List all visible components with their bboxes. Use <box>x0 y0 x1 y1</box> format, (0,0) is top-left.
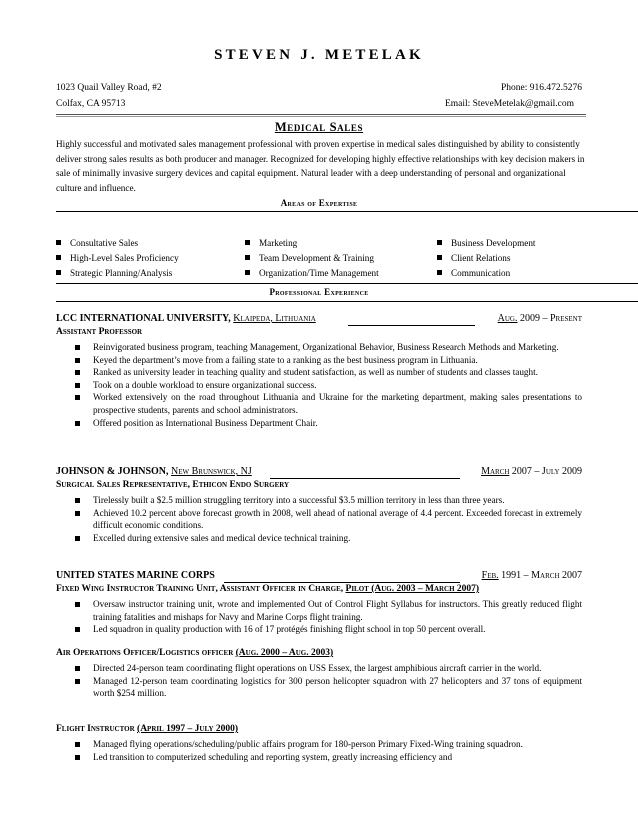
list-item: Managed 12-person team coordinating logistics for 300 person helicopter squadron with 27 helicopters and 37 tons of equipment worth $254 million. <box>56 675 582 700</box>
bullet-icon <box>437 240 442 245</box>
target-title: Medical Sales <box>274 120 364 134</box>
job-rule <box>224 582 460 583</box>
list-item: Oversaw instructor training unit, wrote and implemented Out of Control Flight Syllabus for instructors. This greatly reduced flight training fatalities and mishaps for Navy and Marine Corps flight training. <box>56 598 582 623</box>
list-item: Tirelessly built a $2.5 million struggling territory into a successful $3.5 million territory in less than three years. <box>56 494 582 507</box>
job-org: JOHNSON & JOHNSON, New Brunswick, NJ <box>56 466 252 477</box>
bullet-icon <box>245 240 250 245</box>
skill-item: Marketing <box>245 236 379 251</box>
bullet-icon <box>56 255 61 260</box>
expertise-col-2 <box>245 236 379 281</box>
skill-item: Business Development <box>437 236 535 251</box>
skill-item: Communication <box>437 266 535 281</box>
job-role: Assistant Professor <box>56 327 143 337</box>
bullet-icon <box>56 270 61 275</box>
list-item: Managed flying operations/scheduling/public affairs program for 180-person Primary Fixed-Wing training squadron. <box>56 738 582 751</box>
bullet-icon <box>56 240 61 245</box>
sub-role-bullets <box>56 662 582 700</box>
experience-heading: Professional Experience <box>269 287 369 297</box>
bullet-icon <box>437 255 442 260</box>
list-item: Worked extensively on the road throughout Lithuania and Ukraine for the marketing department, making sales presentations to prospective students, parents and school administrators. <box>56 391 582 416</box>
skill-item: Strategic Planning/Analysis <box>56 266 179 281</box>
list-item: Achieved 10.2 percent above forecast growth in 2008, well ahead of national average of 4.4 percent. Exceeded forecast in extremely difficult economic conditions. <box>56 507 582 532</box>
expertise-heading: Areas of Expertise <box>280 198 358 208</box>
list-item: Directed 24-person team coordinating flight operations on USS Essex, the largest amphibious aircraft carrier in the world. <box>56 662 582 675</box>
job-org: LCC INTERNATIONAL UNIVERSITY, Klaipeda, Lithuania <box>56 313 316 324</box>
expertise-divider <box>56 211 638 212</box>
phone: Phone: 916.472.5276 <box>500 83 582 93</box>
job-rule <box>270 478 460 479</box>
skill-item: Consultative Sales <box>56 236 179 251</box>
email: Email: SteveMetelak@gmail.com <box>444 99 574 109</box>
expertise-col-1 <box>56 236 179 281</box>
experience-divider-bottom <box>56 301 638 302</box>
job-bullets <box>56 494 582 544</box>
job-role: Surgical Sales Representative, Ethicon Endo Surgery <box>56 480 290 490</box>
job-bullets <box>56 341 582 429</box>
job-bullets <box>56 598 582 636</box>
candidate-name: STEVEN J. METELAK <box>214 47 424 63</box>
list-item: Led squadron in quality production with 16 of 17 protégés finishing flight school in top 50 percent overall. <box>56 623 582 636</box>
skill-item: High-Level Sales Proficiency <box>56 251 179 266</box>
job-dates: Aug. 2009 – Present <box>497 313 582 324</box>
sub-role: Air Operations Officer/Logistics officer (Aug. 2000 – Aug. 2003) <box>56 648 334 658</box>
job-dates: Feb. 1991 – March 2007 <box>481 570 582 581</box>
list-item: Excelled during extensive sales and medical device technical training. <box>56 532 582 545</box>
sub-role-bullets <box>56 738 582 763</box>
job-org: UNITED STATES MARINE CORPS <box>56 570 215 581</box>
summary-paragraph: Highly successful and motivated sales management professional with proven expertise in medical sales distinguished by ability to consistently deliver strong sales results as both producer and manager. Recognized for developing highly effective relationships with key decision makers in sale of minimally invasive surgery devices and capital equipment. Natural leader with a deep understanding of personal and organizational culture and influence. <box>56 139 585 194</box>
list-item: Offered position as International Business Department Chair. <box>56 417 582 430</box>
skill-item: Client Relations <box>437 251 535 266</box>
list-item: Reinvigorated business program, teaching Management, Organizational Behavior, Business Research Methods and Marketing. <box>56 341 582 354</box>
sub-role: Flight Instructor (April 1997 – July 2000) <box>56 724 239 734</box>
bullet-icon <box>245 255 250 260</box>
job-dates: March 2007 – July 2009 <box>481 466 582 477</box>
address-line-2: Colfax, CA 95713 <box>56 99 126 109</box>
header-divider <box>56 114 586 117</box>
list-item: Led transition to computerized scheduling and reporting system, greatly increasing efficiency and <box>56 751 582 764</box>
bullet-icon <box>437 270 442 275</box>
address-line-1: 1023 Quail Valley Road, #2 <box>56 83 162 93</box>
job-rule <box>348 325 475 326</box>
skill-item: Team Development & Training <box>245 251 379 266</box>
skill-item: Organization/Time Management <box>245 266 379 281</box>
list-item: Keyed the department’s move from a failing state to a ranking as the best business program in Lithuania. <box>56 354 582 367</box>
job-role: Fixed Wing Instructor Training Unit, Assistant Officer in Charge, Pilot (Aug. 2003 – March 2007) <box>56 584 480 594</box>
experience-divider-top <box>56 283 638 284</box>
list-item: Took on a double workload to ensure organizational success. <box>56 379 582 392</box>
expertise-col-3 <box>437 236 535 281</box>
bullet-icon <box>245 270 250 275</box>
list-item: Ranked as university leader in teaching quality and student satisfaction, as well as number of students and classes taught. <box>56 366 582 379</box>
